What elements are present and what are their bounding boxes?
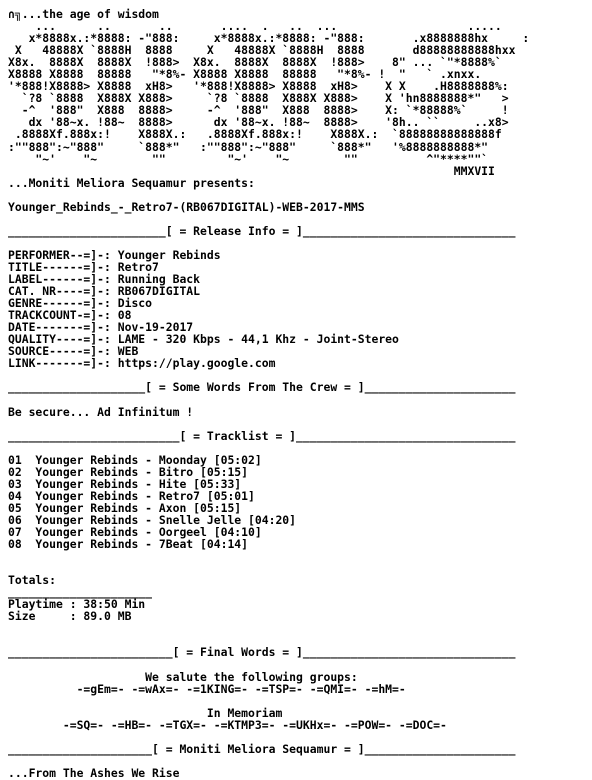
nfo-line: dx '88~x. !88~ 8888> dx '88~x. !88~ 8888> '8h.. `` ..x8> [8,115,509,130]
nfo-line: `?8 `8888 X888X X888> `?8 `8888 X888X X888> X 'hn8888888*" > [8,91,509,106]
nfo-line: :""888":~"888" `888*" :""888":~"888" `888*" '%8888888888*" [8,139,489,154]
nfo-line: ... .. .. .... . .. ... ..... [8,19,550,34]
nfo-line: -^ '888" X888 8888> -^ '888" X888 8888> X: `*88888%` ! [8,103,509,118]
nfo-line [8,394,592,406]
nfo-line [8,622,592,634]
nfo-line: LINK-------=]-: https://play.google.com [8,356,276,371]
nfo-line: X8x. 8888X 8888X !888> X8x. 8888X 8888X !888> 8" ... `"*8888%` [8,55,502,70]
nfo-line: _________________________[ = Tracklist = ]________________________________ [8,428,516,443]
nfo-line: In Memoriam [8,705,283,720]
nfo-line: ________________________[ = Final Words = ]_______________________________ [8,645,516,660]
nfo-line: GENRE------=]-: Disco [8,296,153,311]
nfo-line: -=SQ=- -=HB=- -=TGX=- -=KTMP3=- -=UKHx=- -=POW=- -=DOC=- [8,717,447,732]
nfo-line [8,659,592,671]
nfo-line: 02 Younger Rebinds - Bitro [05:15] [8,464,249,479]
nfo-line: SOURCE-----=]-: WEB [8,344,139,359]
nfo-line: .8888Xf.888x:! X888X.: .8888Xf.888x:! X888X.: `88888888888888f [8,127,502,142]
nfo-line: Size : 89.0 MB [8,609,132,624]
nfo-line [8,695,592,707]
nfo-line: TITLE------=]-: Retro7 [8,259,159,274]
nfo-line: -=gEm=- -=wAx=- -=1KING=- -=TSP=- -=QMI=- -=hM=- [8,681,406,696]
nfo-line: PERFORMER--=]-: Younger Rebinds [8,247,221,262]
nfo-line: Totals: [8,573,57,588]
nfo-line: LABEL------=]-: Running Back [8,272,201,287]
nfo-line [8,442,592,454]
nfo-line [8,189,592,201]
nfo-line: _______________________[ = Release Info = ]_______________________________ [8,223,516,238]
nfo-line: We salute the following groups: [8,669,358,684]
nfo-line: ...Moniti Meliora Sequamur presents: [8,175,255,190]
nfo-line: CAT. NR----=]-: RB067DIGITAL [8,284,201,299]
nfo-line: 01 Younger Rebinds - Moonday [05:02] [8,452,262,467]
nfo-line: _____________________[ = Moniti Meliora Sequamur = ]______________________ [8,741,516,756]
nfo-line: ...From The Ashes We Rise [8,765,180,780]
nfo-line [8,550,592,562]
nfo-line: MMXVII [8,163,495,178]
nfo-line: QUALITY----=]-: LAME - 320 Kbps - 44,1 Khz - Joint-Stereo [8,332,399,347]
nfo-line: 08 Younger Rebinds - 7Beat [04:14] [8,537,249,552]
nfo-line: DATE-------=]-: Nov-19-2017 [8,320,194,335]
nfo-line: X 48888X `8888H 8888 X 48888X `8888H 8888 d88888888888hxx [8,43,516,58]
nfo-line: _____________________ [8,585,153,600]
nfo-line: x*8888x.:*8888: -"888: x*8888x.:*8888: -"888: .x8888888hx : [8,31,530,46]
nfo-line: TRACKCOUNT-=]-: 08 [8,308,132,323]
nfo-line: ____________________[ = Some Words From The Crew = ]______________________ [8,380,516,395]
nfo-line [8,562,592,574]
nfo-line: Be secure... Ad Infinitum ! [8,404,194,419]
nfo-line: 04 Younger Rebinds - Retro7 [05:01] [8,488,255,503]
nfo-line: 06 Younger Rebinds - Snelle Jelle [04:20] [8,512,297,527]
nfo-line: "~' "~ "" "~' "~ "" ^"****""` [8,151,489,166]
nfo-line: Playtime : 38:50 Min [8,597,146,612]
nfo-line: 07 Younger Rebinds - Oorgeel [04:10] [8,525,262,540]
nfo-line [8,418,592,430]
nfo-line: X8888 X8888 88888 "*8%- X8888 X8888 88888 "*8%- ! " ` .xnxx. [8,67,482,82]
nfo-line: '*888!X8888> X8888 xH8> '*888!X8888> X8888 xH8> X X .H8888888%: [8,79,509,94]
nfo-line: Younger_Rebinds_-_Retro7-(RB067DIGITAL)-WEB-2017-MMS [8,199,365,214]
nfo-line: 05 Younger Rebinds - Axon [05:15] [8,500,242,515]
nfo-line: 03 Younger Rebinds - Hite [05:33] [8,476,242,491]
nfo-line: ∩╗...the age of wisdom [8,7,159,21]
